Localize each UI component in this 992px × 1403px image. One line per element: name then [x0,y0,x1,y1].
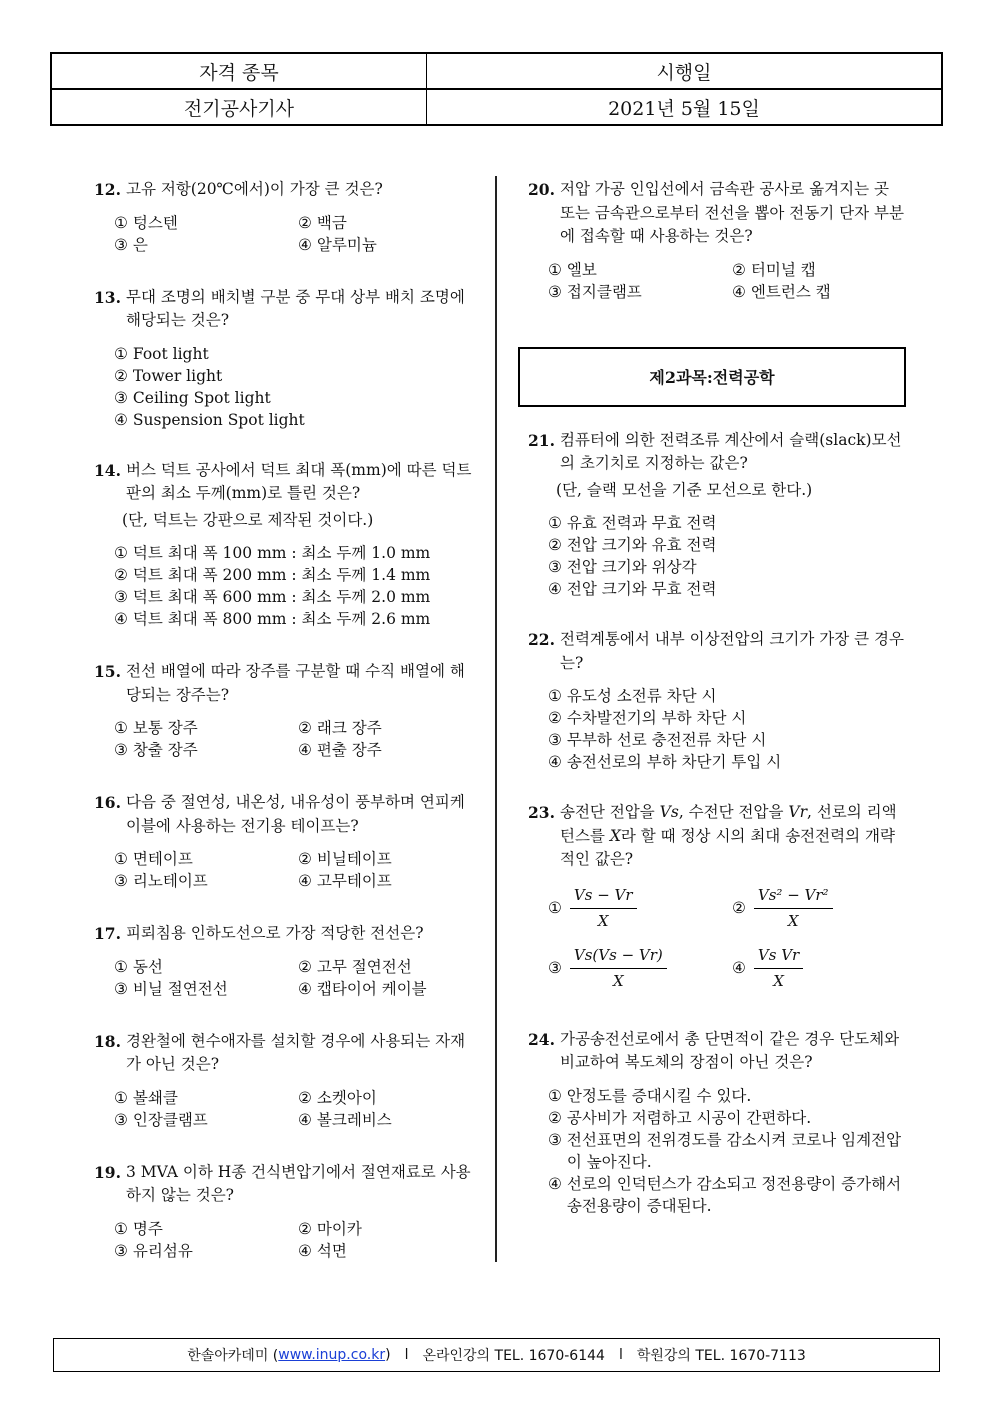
option-marker: ③ [548,1130,562,1149]
option-list [114,542,479,630]
question-22 [528,628,908,773]
option-text: 덕트 최대 폭 800 mm : 최소 두께 2.6 mm [132,610,431,628]
option-marker: ② [298,1219,312,1238]
question-text-part: 송전단 전압을 [559,803,660,821]
question-text: 컴퓨터에 의한 전력조류 계산에서 슬랙(slack)모선의 초기치로 지정하는 값은? [559,430,902,472]
option-marker: ② [298,1088,312,1107]
option-marker: ④ [114,410,128,429]
option-text: 소켓아이 [316,1088,377,1107]
fraction-denominator: X [787,912,799,930]
option-marker: ③ [114,388,128,407]
right-column [528,178,908,1217]
question-14 [94,459,479,631]
option-marker: ④ [298,872,312,890]
question-17 [94,922,479,1000]
option-marker: ① [114,719,128,737]
option-text: 덕트 최대 폭 200 mm : 최소 두께 1.4 mm [132,566,431,584]
option [114,343,479,365]
header-subject-label: 자격 종목 [51,53,426,89]
question-number: 16. [94,793,121,812]
option-marker: ① [548,514,562,532]
option-marker: ④ [548,580,562,598]
option-text: 선로의 인덕턴스가 감소되고 정전용량이 증가해서 송전용량이 증대된다. [566,1174,902,1215]
footer-academy-name: 한솔아카데미 ( [187,1348,279,1364]
option-marker: ③ [114,588,128,606]
option-marker: ③ [114,235,128,254]
question-16 [94,791,479,892]
option-marker: ③ [114,1110,128,1129]
option-marker: ③ [114,979,128,998]
fraction [570,944,667,994]
option-list [548,884,908,994]
option [548,751,908,773]
option-marker: ④ [298,1241,312,1260]
option-marker: ① [548,260,562,279]
option-marker: ① [114,544,128,562]
option-text: 백금 [316,213,347,232]
option-text: 비닐 절연전선 [132,979,228,998]
question-text-part: , 선로의 리액턴스를 [559,803,897,845]
option [548,281,732,303]
option-marker: ③ [114,741,128,759]
fraction [754,884,833,934]
option-text: Foot light [132,344,209,363]
option [548,556,908,578]
option-list [114,1218,479,1262]
option-marker: ④ [298,1110,312,1129]
option-text: 고무테이프 [316,872,392,890]
left-column [94,178,479,1262]
option-marker: ② [114,366,128,385]
option-marker: ② [732,898,746,917]
option-text: 인장클램프 [132,1110,208,1129]
header-date-value: 2021년 5월 15일 [426,89,942,125]
option [114,848,298,870]
header-subject-value: 전기공사기사 [51,89,426,125]
option-marker: ① [114,344,128,363]
header-date-label: 시행일 [426,53,942,89]
option [114,365,479,387]
question-note: (단, 슬랙 모선을 기준 모선으로 한다.) [556,480,813,499]
option [114,586,479,608]
math-var-vs: Vs [659,803,679,821]
option [298,956,482,978]
question-number: 20. [528,180,555,199]
option-text: 명주 [132,1219,163,1238]
option-marker: ③ [548,558,562,576]
option-text: 전압 크기와 위상각 [566,558,697,576]
option [732,259,916,281]
option-marker: ③ [548,731,562,749]
question-text-part: 라 할 때 정상 시의 최대 송전전력의 개략적인 값은? [559,826,895,868]
option-text: 안정도를 증대시킬 수 있다. [566,1086,752,1105]
option-marker: ③ [114,872,128,890]
footer-separator: l [404,1347,409,1363]
option-text: 유도성 소전류 차단 시 [566,687,717,705]
option [298,1218,482,1240]
option [548,1085,908,1107]
option-text: 전압 크기와 무효 전력 [566,580,717,598]
option-marker: ① [114,1088,128,1107]
question-note: (단, 덕트는 강판으로 제작된 것이다.) [122,510,374,529]
option [548,685,908,707]
option-marker: ② [114,566,128,584]
option-text: 면테이프 [132,850,193,868]
option [732,884,916,934]
option-marker: ① [548,687,562,705]
question-24 [528,1028,908,1217]
fraction-numerator: Vs(Vs − Vr) [570,944,667,970]
option-marker: ① [114,1219,128,1238]
option [548,1173,908,1217]
option-text: 캡타이어 케이블 [316,979,427,998]
option-marker: ① [114,957,128,976]
fraction-numerator: Vs Vr [754,944,803,970]
option-list [114,212,479,256]
option [114,1218,298,1240]
option-text: 고무 절연전선 [316,957,412,976]
option-text: 볼크레비스 [316,1110,392,1129]
option-text: 무부하 선로 충전전류 차단 시 [566,731,767,749]
option [114,564,479,586]
option-marker: ③ [114,1241,128,1260]
option-marker: ④ [548,1174,562,1193]
question-20 [528,178,908,303]
option-text: Tower light [132,366,223,385]
question-text: 피뢰침용 인하도선으로 가장 적당한 전선은? [125,924,424,942]
option [548,534,908,556]
option-marker: ④ [298,979,312,998]
option-text: 엔트런스 캡 [750,282,831,301]
option-marker: ② [548,536,562,554]
option-marker: ④ [548,753,562,771]
option-marker: ④ [298,235,312,254]
question-text: 저압 가공 인입선에서 금속관 공사로 옮겨지는 곳 또는 금속관으로부터 전선을 뽑아 전동기 단자 부분에 접속할 때 사용하는 것은? [559,180,904,245]
question-text: 전선 배열에 따라 장주를 구분할 때 수직 배열에 해당되는 장주는? [125,662,465,704]
option-text: 터미널 캡 [750,260,816,279]
question-19 [94,1161,479,1262]
option [114,1109,298,1131]
option [732,944,916,994]
option [114,212,298,234]
option-text: 보통 장주 [132,719,198,737]
option [548,1129,908,1173]
option-text: 편출 장주 [316,741,382,759]
option-marker: ② [732,260,746,279]
option-list [114,717,479,761]
option-text: 송전선로의 부하 차단기 투입 시 [566,753,782,771]
question-text [560,801,908,872]
option-text: 수차발전기의 부하 차단 시 [566,709,747,727]
footer-paren: ) [385,1347,391,1363]
exam-header-table [50,52,943,126]
fraction-numerator: Vs − Vr [570,884,637,910]
question-number: 13. [94,287,121,307]
option-text: 엘보 [566,260,597,279]
option [114,608,479,630]
question-text: 전력계통에서 내부 이상전압의 크기가 가장 큰 경우는? [559,630,904,672]
footer-separator: l [618,1347,623,1363]
option [298,1109,482,1131]
option-text: 리노테이프 [132,872,208,890]
footer-academy-phone: 학원강의 TEL. 1670-7113 [636,1348,806,1364]
option-marker: ③ [548,958,562,977]
option-list [548,685,908,773]
option [114,1087,298,1109]
option-marker: ① [114,850,128,868]
option [548,884,732,934]
question-number: 12. [94,180,121,199]
option [298,978,482,1000]
option-list [548,259,908,303]
option-text: 접지클램프 [566,282,642,301]
option-list [114,956,479,1000]
question-12 [94,178,479,256]
option [114,739,298,761]
option [114,542,479,564]
question-text: 가공송전선로에서 총 단면적이 같은 경우 단도체와 비교하여 복도체의 장점이 아닌 것은? [559,1029,900,1071]
option [548,707,908,729]
fraction-denominator: X [613,972,624,990]
option-text: 텅스텐 [132,213,178,232]
option-list [114,1087,479,1131]
option-list [548,512,908,600]
option [298,1240,482,1262]
option-text: 유효 전력과 무효 전력 [566,514,717,532]
option-text: 창출 장주 [132,741,198,759]
fraction-numerator: Vs² − Vr² [754,884,833,910]
option-marker: ③ [548,282,562,301]
option-marker: ② [548,709,562,727]
fraction [754,944,803,994]
math-var-vr: Vr [788,803,807,821]
option-marker: ① [548,1086,562,1105]
question-number: 22. [528,630,555,649]
option [114,1240,298,1262]
question-number: 21. [528,430,555,450]
option-text: 비닐테이프 [316,850,392,868]
option-marker: ① [114,213,128,232]
option-text: 마이카 [316,1219,362,1238]
option-marker: ② [298,957,312,976]
option-text: 덕트 최대 폭 600 mm : 최소 두께 2.0 mm [132,588,431,606]
fraction-denominator: X [597,912,609,930]
question-number: 15. [94,662,121,681]
option-text: Ceiling Spot light [132,388,271,407]
column-divider [495,176,497,1262]
option [298,717,482,739]
question-text: 고유 저항(20℃에서)이 가장 큰 것은? [125,180,383,198]
option-text: 전선표면의 전위경도를 감소시켜 코로나 임계전압이 높아진다. [566,1130,902,1171]
question-number: 23. [528,803,555,822]
option [298,212,482,234]
option-marker: ② [298,213,312,232]
option-marker: ④ [114,610,128,628]
option-marker: ④ [298,741,312,759]
option-text: 동선 [132,957,163,976]
option [114,234,298,256]
option-marker: ② [298,850,312,868]
option-marker: ② [548,1108,562,1127]
option [114,978,298,1000]
question-number: 24. [528,1029,555,1049]
section-title-box: 제2과목:전력공학 [518,347,906,407]
option [548,578,908,600]
option-text: 공사비가 저렴하고 시공이 간편하다. [566,1108,812,1127]
option-list [114,848,479,892]
question-18 [94,1030,479,1131]
option [114,387,479,409]
option [114,956,298,978]
option-list [114,343,479,431]
option [298,739,482,761]
option-marker: ② [298,719,312,737]
question-13 [94,286,479,431]
option-list [548,1085,908,1217]
option [732,281,916,303]
option-text: 덕트 최대 폭 100 mm : 최소 두께 1.0 mm [132,544,431,562]
question-text: 버스 덕트 공사에서 덕트 최대 폭(mm)에 따른 덕트 판의 최소 두께(mm)로 틀린 것은? [125,460,472,502]
option [114,717,298,739]
fraction [570,884,637,934]
option-text: 은 [132,235,148,254]
option [548,1107,908,1129]
question-text-part: , 수전단 전압을 [678,803,789,821]
option-text: 볼쇄클 [132,1088,178,1107]
option-marker: ① [548,898,562,917]
footer-bar [53,1338,940,1372]
question-23 [528,801,908,994]
math-var-x: X [609,826,621,845]
option-text: 석면 [316,1241,347,1260]
option [548,512,908,534]
question-text: 다음 중 절연성, 내온성, 내유성이 풍부하며 연피케이블에 사용하는 전기용 테이프는? [125,793,465,835]
question-text: 3 MVA 이하 H종 건식변압기에서 절연재료로 사용하지 않는 것은? [125,1162,471,1204]
option-text: 래크 장주 [316,719,382,737]
question-number: 18. [94,1031,121,1051]
question-number: 14. [94,460,121,480]
option [298,234,482,256]
option [298,1087,482,1109]
option [114,870,298,892]
option [548,944,732,994]
option-text: Suspension Spot light [132,410,305,429]
question-15 [94,660,479,761]
option [548,259,732,281]
option [298,870,482,892]
question-number: 19. [94,1162,121,1182]
fraction-denominator: X [773,972,784,990]
option-marker: ④ [732,282,746,301]
question-text: 경완철에 현수애자를 설치할 경우에 사용되는 자재가 아닌 것은? [125,1031,466,1073]
option-text: 유리섬유 [132,1241,193,1260]
footer-website-link[interactable]: www.inup.co.kr [278,1347,386,1363]
option-text: 알루미늄 [316,235,377,254]
option [114,409,479,431]
footer-online-phone: 온라인강의 TEL. 1670-6144 [422,1348,605,1364]
option [548,729,908,751]
option-marker: ④ [732,958,746,977]
question-21 [528,429,908,601]
question-number: 17. [94,924,121,943]
question-text: 무대 조명의 배치별 구분 중 무대 상부 배치 조명에 해당되는 것은? [125,287,465,329]
option-text: 전압 크기와 유효 전력 [566,536,717,554]
option [298,848,482,870]
